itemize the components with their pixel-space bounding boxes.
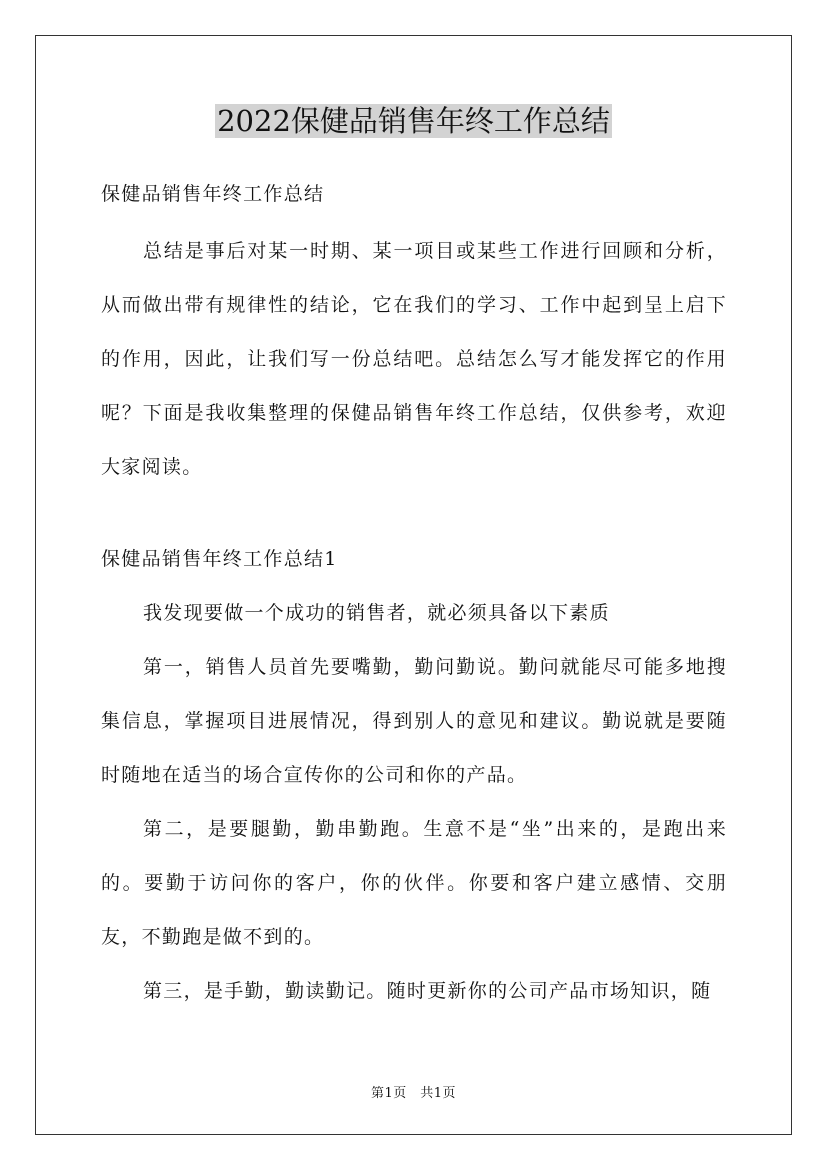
document-heading: 保健品销售年终工作总结 bbox=[101, 183, 325, 205]
document-title-text: 2022保健品销售年终工作总结 bbox=[217, 104, 610, 138]
paragraph-1: 我发现要做一个成功的销售者，就必须具备以下素质 bbox=[143, 602, 610, 624]
paragraph-3: 第二，是要腿勤，勤串勤跑。生意不是“坐”出来的，是跑出来的。要勤于访问你的客户，你的伙伴。你要和客户建立感情、交朋友，不勤跑是做不到的。 bbox=[101, 818, 727, 948]
document-title bbox=[0, 103, 827, 139]
intro-paragraph: 总结是事后对某一时期、某一项目或某些工作进行回顾和分析，从而做出带有规律性的结论，它在我们的学习、工作中起到呈上启下的作用，因此，让我们写一份总结吧。总结怎么写才能发挥它的作用呢？下面是我收集整理的保健品销售年终工作总结，仅供参考，欢迎大家阅读。 bbox=[101, 240, 727, 478]
document-body bbox=[101, 172, 727, 1018]
paragraph-4: 第三，是手勤，勤读勤记。随时更新你的公司产品市场知识，随 bbox=[143, 980, 712, 1002]
page-footer: 第1页 共1页 bbox=[370, 1086, 457, 1101]
section-1-heading: 保健品销售年终工作总结1 bbox=[101, 548, 338, 570]
paragraph-2: 第一，销售人员首先要嘴勤，勤问勤说。勤问就能尽可能多地搜集信息，掌握项目进展情况，得到别人的意见和建议。勤说就是要随时随地在适当的场合宣传你的公司和你的产品。 bbox=[101, 656, 727, 786]
